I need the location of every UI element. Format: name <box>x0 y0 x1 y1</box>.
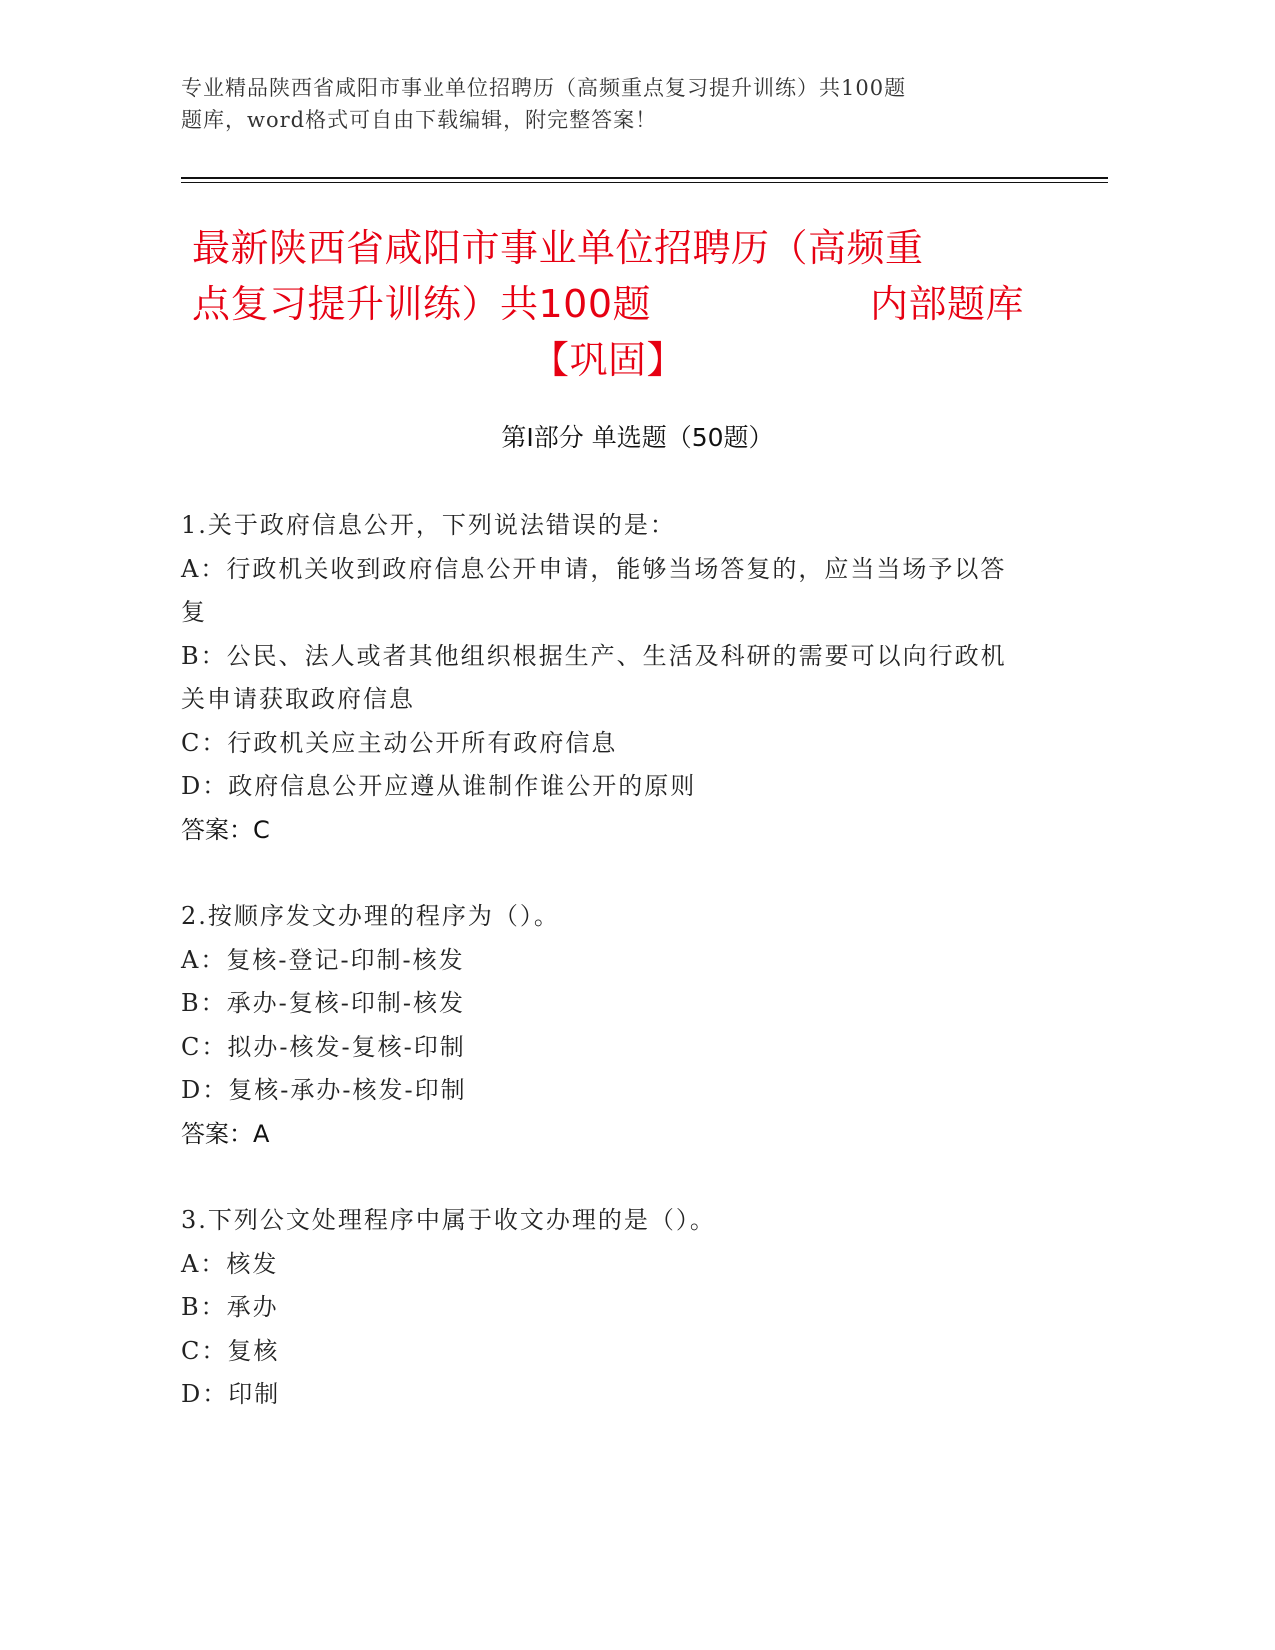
header-note <box>181 72 1011 136</box>
document-title <box>192 220 1024 388</box>
header-rule-thin <box>181 182 1108 183</box>
option-a: A：核发 <box>181 1249 279 1278</box>
question-3 <box>181 1199 1031 1417</box>
option-a: A：行政机关收到政府信息公开申请，能够当场答复的，应当当场予以答复 <box>181 554 1007 626</box>
question-2 <box>181 895 1031 1156</box>
question-1 <box>181 504 1031 852</box>
question-stem: 2.按顺序发文办理的程序为（）。 <box>181 902 560 930</box>
title-line-2 <box>192 276 1024 332</box>
question-list <box>181 504 1031 1460</box>
header-note-line-2: 题库，word格式可自由下载编辑，附完整答案！ <box>181 108 658 132</box>
option-b: B：承办-复核-印制-核发 <box>181 989 465 1017</box>
option-c: C：拟办-核发-复核-印制 <box>181 1032 466 1061</box>
header-note-line-1: 专业精品陕西省咸阳市事业单位招聘历（高频重点复习提升训练）共100题 <box>181 76 907 100</box>
title-line-1: 最新陕西省咸阳市事业单位招聘历（高频重 <box>192 226 924 270</box>
option-d: D：复核-承办-核发-印制 <box>181 1076 467 1104</box>
option-b: B：公民、法人或者其他组织根据生产、生活及科研的需要可以向行政机关申请获取政府信息 <box>181 641 1007 713</box>
answer: 答案：A <box>181 1119 270 1148</box>
question-stem: 3.下列公文处理程序中属于收文办理的是（）。 <box>181 1206 716 1234</box>
answer: 答案：C <box>181 815 270 844</box>
option-a: A：复核-登记-印制-核发 <box>181 945 465 974</box>
title-line-2-right: 内部题库 <box>869 282 1024 326</box>
section-title: 第Ⅰ部分 单选题（50题） <box>501 423 774 452</box>
title-line-3: 【巩固】 <box>530 338 685 382</box>
title-line-2-left: 点复习提升训练）共100题 <box>192 282 652 326</box>
option-d: D：印制 <box>181 1380 281 1408</box>
option-b: B：承办 <box>181 1293 279 1321</box>
option-c: C：行政机关应主动公开所有政府信息 <box>181 728 618 757</box>
header-rule-thick <box>181 177 1108 179</box>
option-c: C：复核 <box>181 1336 280 1365</box>
option-d: D：政府信息公开应遵从谁制作谁公开的原则 <box>181 772 697 800</box>
question-stem: 1.关于政府信息公开，下列说法错误的是： <box>181 511 676 539</box>
